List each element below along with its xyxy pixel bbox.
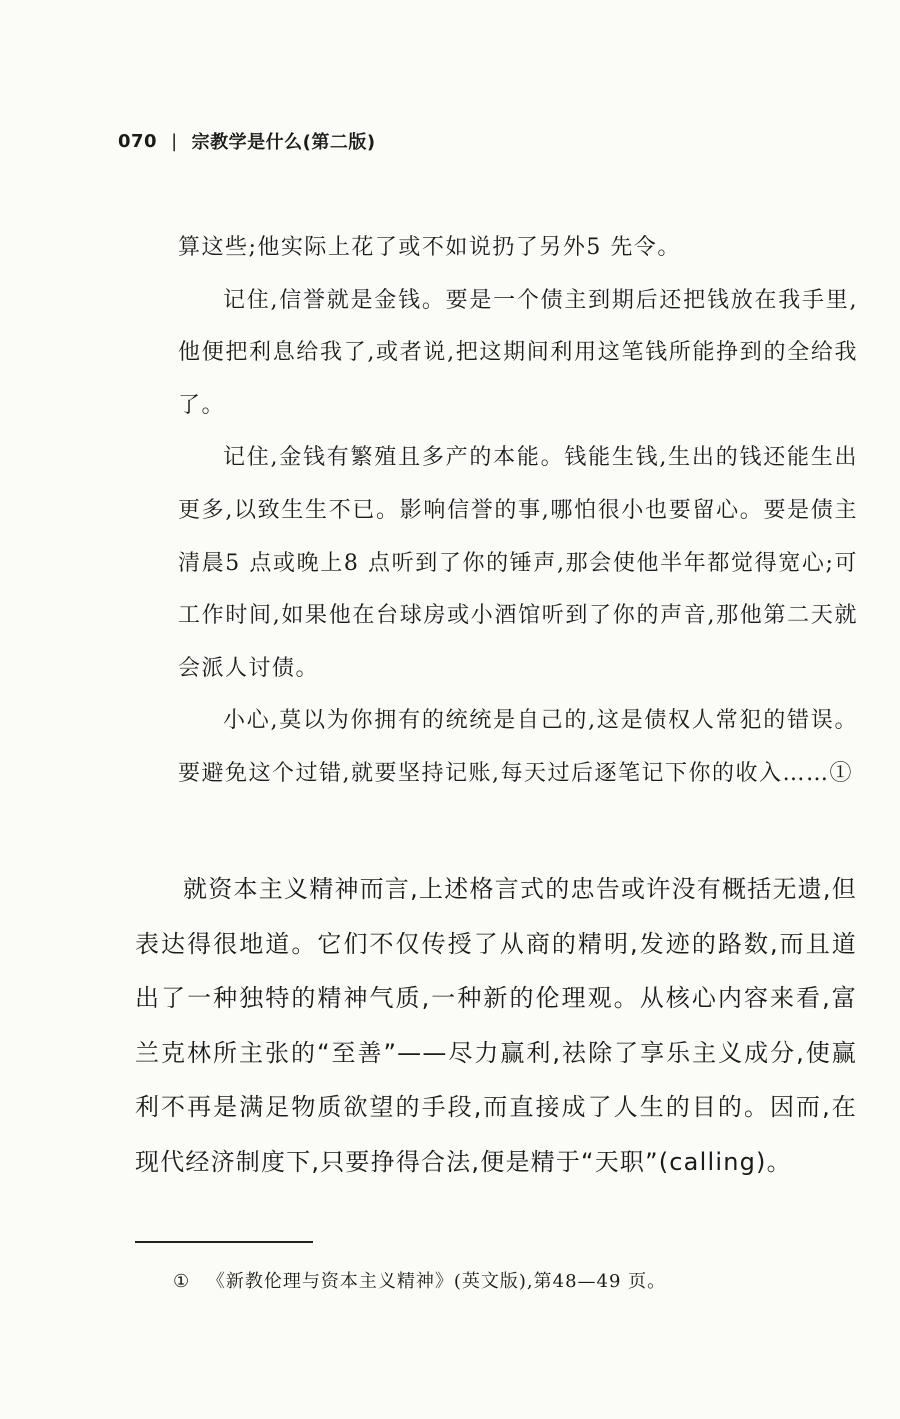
quote-paragraph: 算这些;他实际上花了或不如说扔了另外5 先令。 [178, 235, 681, 260]
running-header [118, 128, 376, 154]
block-quote [178, 222, 858, 801]
footnote [173, 1267, 666, 1293]
book-title: 宗教学是什么(第二版) [191, 132, 376, 153]
quote-paragraph: 记住,金钱有繁殖且多产的本能。钱能生钱,生出的钱还能生出更多,以致生生不已。影响信誉的事,哪怕很小也要留心。要是债主清晨5 点或晚上8 点听到了你的锤声,那会使他半年都觉得宽心;可工作时间,如果他在台球房或小酒馆听到了你的声音,那他第二天就会派人讨债。 [178, 445, 858, 681]
body-text [135, 862, 857, 1189]
quote-paragraph: 记住,信誉就是金钱。要是一个债主到期后还把钱放在我手里,他便把利息给我了,或者说,把这期间利用这笔钱所能挣到的全给我了。 [178, 287, 858, 418]
body-paragraph: 就资本主义精神而言,上述格言式的忠告或许没有概括无遗,但表达得很地道。它们不仅传授了从商的精明,发迹的路数,而且道出了一种独特的精神气质,一种新的伦理观。从核心内容来看,富兰克林所主张的“至善”——尽力赢利,祛除了享乐主义成分,使赢利不再是满足物质欲望的手段,而直接成了人生的目的。因而,在现代经济制度下,只要挣得合法,便是精于“天职”(calling)。 [135, 875, 857, 1176]
footnote-divider [135, 1241, 313, 1243]
page-number: 070 [118, 130, 158, 152]
quote-paragraph: 小心,莫以为你拥有的统统是自己的,这是债权人常犯的错误。要避免这个过错,就要坚持记账,每天过后逐笔记下你的收入……① [178, 708, 858, 786]
header-separator: | [171, 130, 178, 152]
footnote-mark: ① [173, 1271, 191, 1292]
footnote-text: 《新教伦理与资本主义精神》(英文版),第48—49 页。 [206, 1271, 667, 1292]
